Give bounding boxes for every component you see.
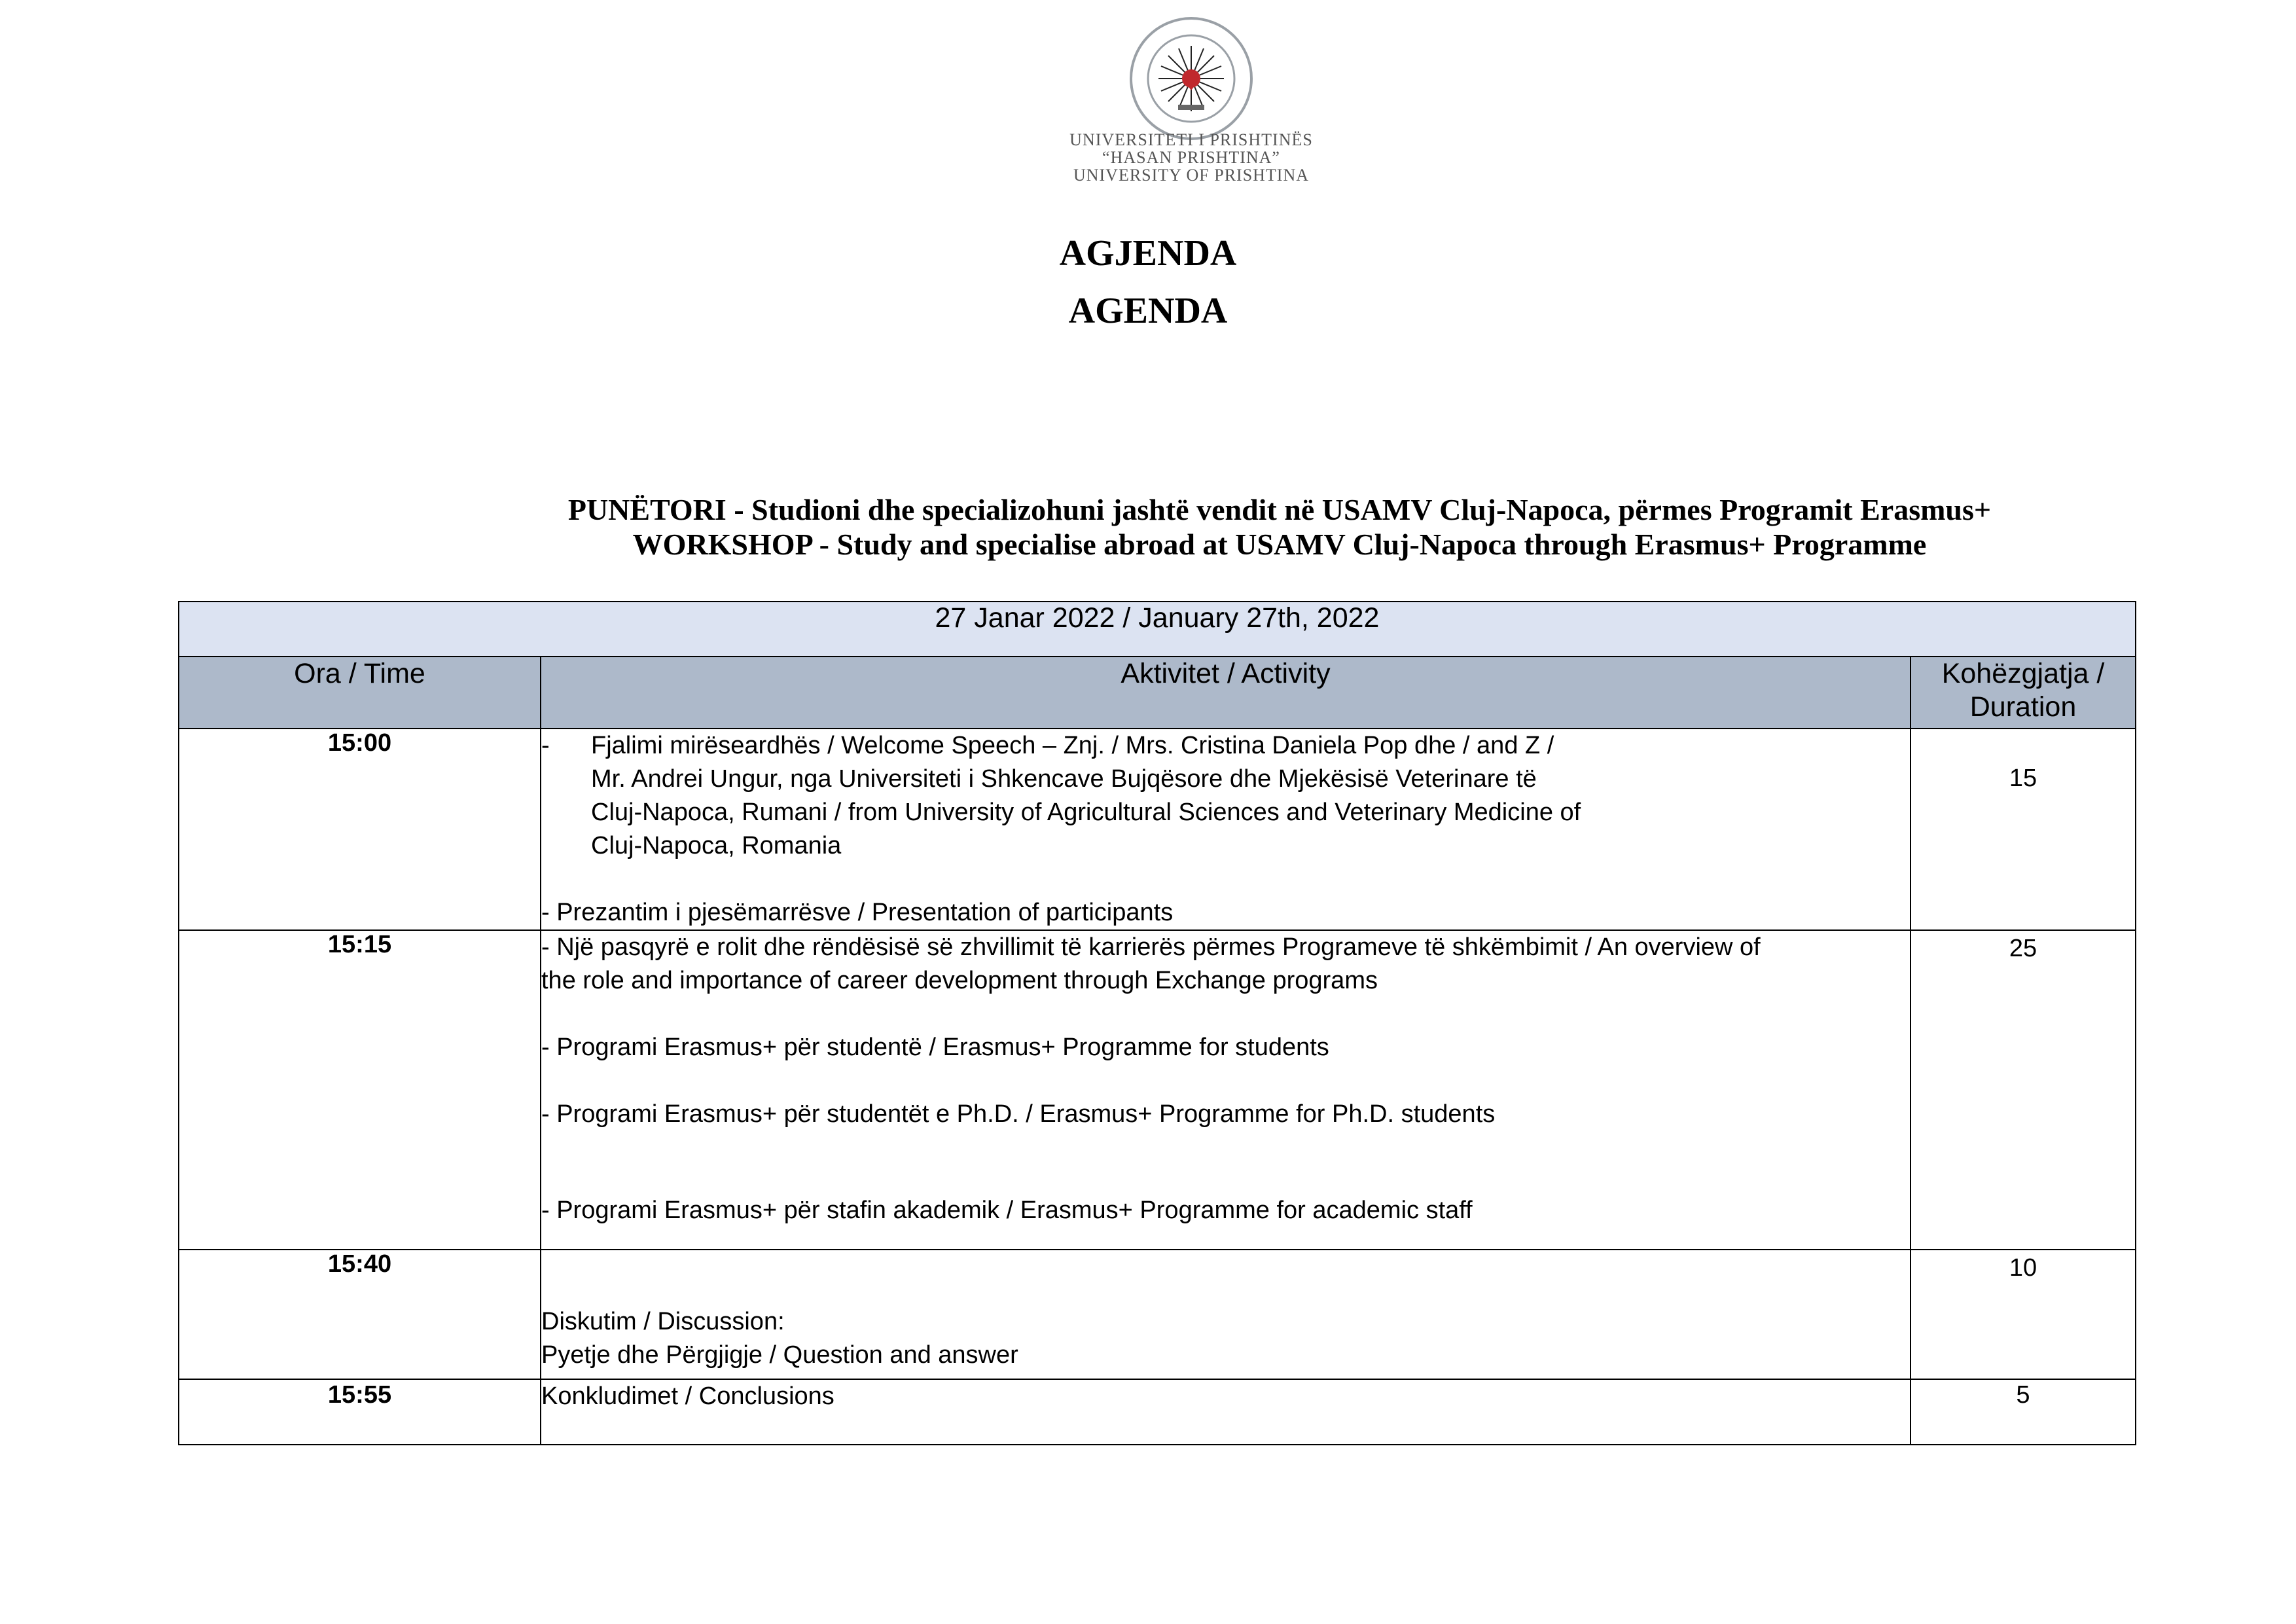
activity-line: - Prezantim i pjesëmarrësve / Presentation of participants <box>541 899 1174 926</box>
row-activity <box>541 729 1910 930</box>
row-duration: 25 <box>1910 930 2136 1250</box>
university-logo <box>1021 13 1361 185</box>
agenda-table <box>178 601 2136 1445</box>
title-english: AGENDA <box>1068 291 1228 331</box>
header-time: Ora / Time <box>179 657 541 729</box>
title-albanian: AGJENDA <box>1059 233 1237 274</box>
header-duration-line-2: Duration <box>1969 691 2077 723</box>
logo-line-3: UNIVERSITY OF PRISHTINA <box>1073 166 1310 185</box>
university-seal-icon <box>1116 13 1266 144</box>
activity-bullet: - <box>541 732 550 759</box>
row-activity <box>541 930 1910 1250</box>
activity-line: Konkludimet / Conclusions <box>541 1382 834 1410</box>
header-duration <box>1910 657 2136 729</box>
logo-line-2: “HASAN PRISHTINA” <box>1102 148 1280 167</box>
table-row <box>179 930 2136 1250</box>
activity-line: Cluj-Napoca, Rumani / from University of Agricultural Sciences and Veterinary Medicine of <box>591 799 1581 826</box>
row-time: 15:15 <box>179 930 541 1250</box>
table-row <box>179 1379 2136 1445</box>
activity-line: - Një pasqyrë e rolit dhe rëndësisë së zhvillimit të karrierës përmes Programeve të shkëmbimit / An overview of <box>541 933 1761 961</box>
workshop-title-albanian: PUNËTORI - Studioni dhe specializohuni jashtë vendit në USAMV Cluj-Napoca, përmes Programit Erasmus+ <box>567 493 1992 526</box>
row-time: 15:55 <box>179 1379 541 1445</box>
row-time: 15:40 <box>179 1250 541 1379</box>
workshop-title-english: WORKSHOP - Study and specialise abroad at USAMV Cluj-Napoca through Erasmus+ Programme <box>632 528 1927 561</box>
date-row <box>179 602 2136 657</box>
row-time: 15:00 <box>179 729 541 930</box>
activity-line: Fjalimi mirëseardhës / Welcome Speech – Znj. / Mrs. Cristina Daniela Pop dhe / and Z / <box>591 732 1554 759</box>
activity-line: - Programi Erasmus+ për studentët e Ph.D. / Erasmus+ Programme for Ph.D. students <box>541 1100 1496 1128</box>
table-row <box>179 1250 2136 1379</box>
row-activity <box>541 1379 1910 1445</box>
header-duration-line-1: Kohëzgjatja / <box>1941 658 2105 689</box>
activity-line: Diskutim / Discussion: <box>541 1308 785 1335</box>
row-duration: 5 <box>1910 1379 2136 1445</box>
row-activity <box>541 1250 1910 1379</box>
header-activity: Aktivitet / Activity <box>541 657 1910 729</box>
row-duration: 15 <box>1910 729 2136 930</box>
activity-line: the role and importance of career development through Exchange programs <box>541 967 1378 994</box>
activity-line: - Programi Erasmus+ për studentë / Erasmus+ Programme for students <box>541 1034 1329 1061</box>
date-cell: 27 Janar 2022 / January 27th, 2022 <box>179 602 2136 657</box>
activity-line: - Programi Erasmus+ për stafin akademik / Erasmus+ Programme for academic staff <box>541 1197 1473 1224</box>
table-row <box>179 729 2136 930</box>
logo-line-1: UNIVERSITETI I PRISHTINËS <box>1069 130 1313 149</box>
activity-line: Cluj-Napoca, Romania <box>591 832 842 859</box>
activity-line: Mr. Andrei Ungur, nga Universiteti i Shkencave Bujqësore dhe Mjekësisë Veterinare të <box>591 765 1537 793</box>
activity-line: Pyetje dhe Përgjigje / Question and answer <box>541 1341 1018 1369</box>
row-duration: 10 <box>1910 1250 2136 1379</box>
activity-bullet-line <box>541 729 1910 763</box>
header-row <box>179 657 2136 729</box>
